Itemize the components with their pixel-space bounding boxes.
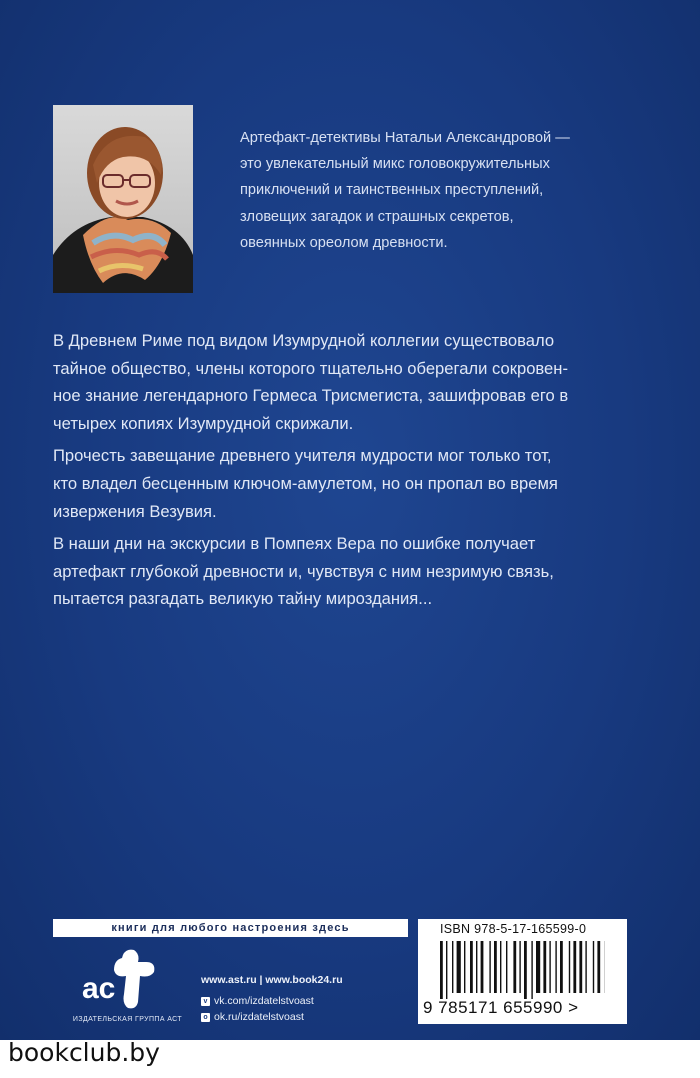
barcode-bar xyxy=(513,941,516,993)
annotation-line: ное знание легендарного Гермеса Трисмегиста, зашифровав его в xyxy=(53,386,569,406)
barcode-bar xyxy=(464,941,465,993)
barcode-bar xyxy=(500,941,501,993)
annotation xyxy=(53,327,663,618)
barcode-bar xyxy=(536,941,540,993)
barcode-bar xyxy=(506,941,507,993)
barcode-bar xyxy=(543,941,546,993)
ok-icon: o xyxy=(201,1013,210,1022)
annotation-paragraph xyxy=(53,442,663,525)
barcode-bar xyxy=(593,941,594,993)
annotation-line: пытается разгадать великую тайну мироздания... xyxy=(53,589,433,609)
barcode-bar xyxy=(555,941,556,993)
barcode-bar xyxy=(531,941,532,999)
barcode-bar xyxy=(573,941,576,993)
barcode-bar xyxy=(470,941,473,993)
barcode-bar xyxy=(524,941,527,999)
vk-link[interactable] xyxy=(201,993,343,1009)
barcode xyxy=(440,941,605,999)
barcode-bar xyxy=(579,941,582,993)
isbn-digits: 9 785171 655990 > xyxy=(423,998,579,1017)
author-photo xyxy=(53,105,193,293)
annotation-line: В наши дни на экскурсии в Помпеях Вера по ошибке получает xyxy=(53,534,536,554)
author-blurb-line: приключений и таинственных преступлений, xyxy=(240,182,544,199)
watermark: bookclub.by xyxy=(8,1038,160,1067)
barcode-bar xyxy=(446,941,447,999)
annotation-line: артефакт глубокой древности и, чувствуя с ним незримую связь, xyxy=(53,561,554,581)
annotation-line: тайное общество, члены которого тщательно оберегали сокровен- xyxy=(53,358,568,378)
author-blurb-line: Артефакт-детективы Натальи Александровой — xyxy=(240,130,570,146)
barcode-bar xyxy=(457,941,461,993)
barcode-bar xyxy=(569,941,570,993)
barcode-bar xyxy=(452,941,453,993)
barcode-bar xyxy=(481,941,484,993)
ok-link[interactable] xyxy=(201,1009,343,1025)
barcode-bar xyxy=(494,941,497,993)
publisher-sites[interactable]: www.ast.ru | www.book24.ru xyxy=(201,974,343,986)
vk-link-text: vk.com/izdatelstvoast xyxy=(214,995,314,1007)
author-blurb-line: овеянных ореолом древности. xyxy=(240,234,448,251)
barcode-bar xyxy=(585,941,586,993)
publisher-links xyxy=(201,974,343,1025)
slogan-banner: книги для любого настроения здесь xyxy=(53,919,408,937)
isbn-label: ISBN 978-5-17-165599-0 xyxy=(440,922,587,936)
annotation-line: Прочесть завещание древнего учителя мудрости мог только тот, xyxy=(53,446,552,466)
annotation-paragraph xyxy=(53,530,663,613)
author-blurb-line: это увлекательный микс головокружительных xyxy=(240,156,550,173)
barcode-bar xyxy=(549,941,550,993)
barcode-bar xyxy=(519,941,520,993)
annotation-line: В Древнем Риме под видом Изумрудной коллегии существовало xyxy=(53,331,555,350)
publisher-caption: ИЗДАТЕЛЬСКАЯ ГРУППА АСТ xyxy=(72,1016,183,1023)
annotation-line: извержения Везувия. xyxy=(53,501,217,521)
annotation-paragraph xyxy=(53,327,663,437)
barcode-bar xyxy=(489,941,490,993)
ok-link-text: ok.ru/izdatelstvoast xyxy=(214,1011,304,1023)
author-blurb-line: зловещих загадок и страшных секретов, xyxy=(240,208,514,225)
barcode-bar xyxy=(597,941,600,993)
vk-icon: v xyxy=(201,997,210,1006)
barcode-bar xyxy=(476,941,477,993)
barcode-bar xyxy=(440,941,443,999)
annotation-line: кто владел бесценным ключом-амулетом, но он пропал во время xyxy=(53,473,558,493)
author-blurb xyxy=(240,125,650,256)
barcode-bar xyxy=(560,941,563,993)
svg-text:ac: ac xyxy=(82,972,116,1005)
annotation-line: четырех копиях Изумрудной скрижали. xyxy=(53,413,354,433)
isbn-barcode-block xyxy=(418,919,627,1024)
